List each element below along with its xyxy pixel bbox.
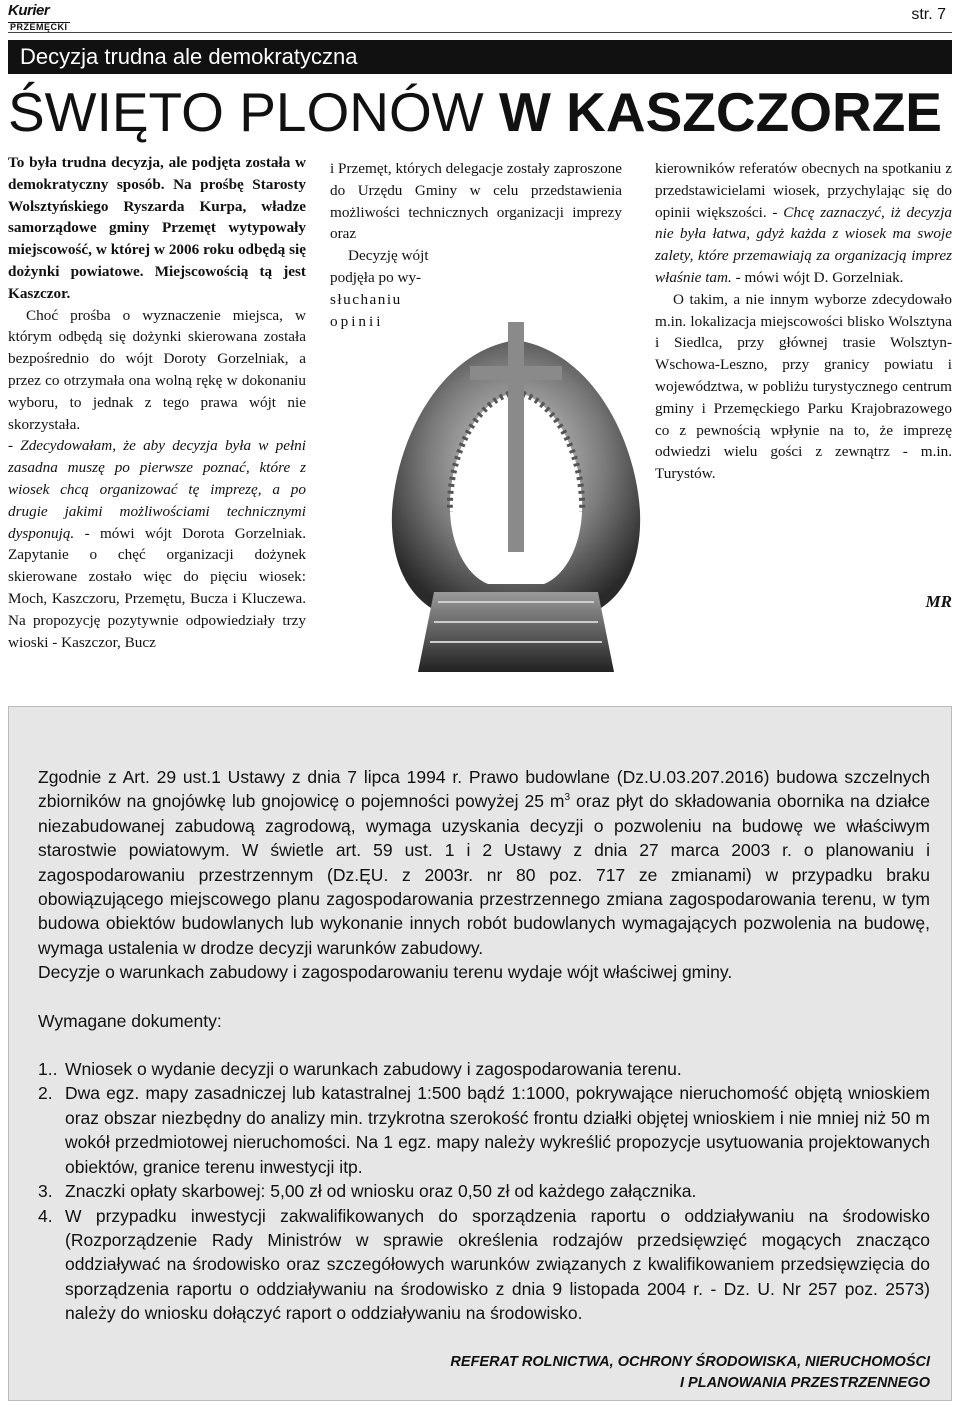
- item-number: 1..: [38, 1059, 58, 1080]
- page-number: str. 7: [911, 6, 946, 23]
- author-signature: MR: [925, 592, 952, 611]
- notice-text-part: Zgodnie z Art. 29 ust.1 Ustawy z dnia 7 lipca 1994 r. Prawo budowlane (Dz.U.03.207.2016) budowa szczelnych zbiorników na gnojówkę lub gnojowicę o pojemności powyżej 25 m: [38, 767, 930, 812]
- list-item: [38, 1179, 930, 1203]
- quote-text: - Chcę zaznaczyć, iż decyzja nie była łatwa, gdyż każda z wiosek ma swoje zalety, które przemawiają za organizacją imprez właśnie tam.: [655, 203, 953, 286]
- documents-heading: Wymagane dokumenty:: [38, 1010, 222, 1031]
- article-lead: To była trudna decyzja, ale podjęta została w demokratyczny sposób. Na prośbę Starosty Wolsztyńskiego Ryszarda Kurpa, władze samorządowe gminy Przemęt wytypowały miejscowość, w której w 2006 roku odbędą się dożynki powiatowe. Miejscowością tą jest Kaszczor.: [8, 154, 306, 302]
- article-paragraph: [655, 158, 952, 289]
- article-paragraph: O takim, a nie innym wyborze zdecydowało m.in. lokalizacja miejscowości blisko Wolsztyna i Siedlca, przy głównej trasie Wolsztyn-Wschowa-Leszno, przy granicy powiatu i województwa, w pobliżu turystycznego centrum gminy i Przemęckiego Parku Krajobrazowego co z pewnością wpłynie na to, że imprezę odwiedzi wielu gości z zewnątrz - m.in. Turystów.: [655, 290, 952, 483]
- item-number: 2.: [38, 1083, 53, 1104]
- list-item: [38, 1204, 930, 1326]
- notice-footer: [450, 1352, 930, 1394]
- logo-title: Kurier: [8, 2, 50, 19]
- notice-paragraph: Decyzje o warunkach zabudowy i zagospodarowaniu terenu wydaje wójt właściwej gminy.: [38, 962, 733, 983]
- item-number: 4.: [38, 1205, 53, 1226]
- article-paragraph: [8, 435, 306, 653]
- section-banner: Decyzja trudna ale demokratyczna: [8, 40, 952, 74]
- article-line: podjęła po wy-: [330, 268, 422, 286]
- article-paragraph: i Przemęt, których delegacje zostały zaproszone do Urzędu Gminy w celu przedstawienia możliwości technicznych organizacji imprezy oraz: [330, 160, 622, 243]
- superscript: 3: [564, 792, 571, 804]
- masthead-logo: [8, 2, 88, 32]
- notice-text: [38, 765, 930, 1326]
- item-text: Wniosek o wydanie decyzji o warunkach zabudowy i zagospodarowania terenu.: [65, 1059, 682, 1080]
- article-line: słuchaniu: [330, 290, 402, 308]
- paragraph-text: - mówi wójt D. Gorzelniak.: [731, 268, 904, 286]
- list-item: [38, 1081, 930, 1179]
- article-column-2: [330, 158, 622, 332]
- documents-list: [38, 1057, 930, 1325]
- item-text: Znaczki opłaty skarbowej: 5,00 zł od wniosku oraz 0,50 zł od każdego załącznika.: [65, 1181, 697, 1202]
- article-paragraph: [8, 305, 306, 436]
- paragraph-text: kierowników referatów obecnych na spotkaniu z przedstawicielami wiosek, przychylając się do opinii większości.: [655, 160, 952, 221]
- article-line: opinii: [330, 312, 384, 330]
- paragraph-text: - mówi wójt Dorota Gorzelniak. Zapytanie o chęć organizacji dożynek skierowane zostało więc do pięciu wiosek: Moch, Kaszczoru, Przemętu, Bucza i Kluczewa. Na propozycję pozytywnie odpowiedziały trzy wioski - Kaszczor, Bucz: [8, 524, 306, 651]
- article-column-1: [8, 152, 306, 653]
- notice-text-part: oraz płyt do składowania obornika na działce niezabudowanej zabudową zagrodową, wymaga uzyskania decyzji o pozwoleniu na budowę we właściwym starostwie powiatowym. W świetle art. 59 ust. 1 i 2 Ustawy z dnia 27 marca 2003 r. o planowaniu i zagospodarowaniu przestrzennym (Dz.ĘU. z 2003r. nr 80 poz. 717 ze zmianami) w przypadku braku obowiązującego miejscowego planu zagospodarowania przestrzennego zmiana zagospodarowania terenu, w tym budowa obiektów budowlanych lub wykonanie innych robót budowlanych wymagających pozwolenia na budowę, wymaga ustalenia w drodze decyzji warunków zabudowy.: [38, 791, 930, 958]
- article-headline: [8, 76, 952, 148]
- quote-text: - Zdecydowałam, że aby decyzja była w pełni zasadna muszę po pierwsze poznać, które z wiosek chcą organizować tę imprezę, a po drugie jakimi możliwościami technicznymi dysponują.: [8, 437, 306, 542]
- paragraph-text: Choć prośba o wyznaczenie miejsca, w którym odbędą się dożynki skierowana została bezpośrednio do wójt Doroty Gorzelniak, a przez co otrzymała ona wolną rękę w dokonaniu wyboru, to jednak z tego prawa wójt nie skorzystała.: [8, 306, 306, 433]
- article-paragraph: Decyzję wójt: [348, 247, 429, 265]
- article-column-3: [655, 158, 952, 485]
- footer-line: REFERAT ROLNICTWA, OCHRONY ŚRODOWISKA, NIERUCHOMOŚCI: [450, 1354, 930, 1370]
- item-number: 3.: [38, 1181, 53, 1202]
- footer-line: I PLANOWANIA PRZESTRZENNEGO: [680, 1375, 930, 1391]
- notice-paragraph: [38, 765, 930, 960]
- headline-part1: ŚWIĘTO PLONÓW: [8, 81, 499, 143]
- headline-part2: W KASZCZORZE: [498, 81, 942, 143]
- top-rule: [8, 32, 952, 33]
- harvest-wreath-image: [378, 322, 654, 674]
- list-item: [38, 1057, 930, 1081]
- logo-subtitle: PRZEMĘCKI: [10, 22, 68, 32]
- item-text: W przypadku inwestycji zakwalifikowanych do sporządzenia raportu o oddziaływaniu na środowisko (Rozporządzenie Rady Ministrów w sprawie określenia rodzajów przedsięwzięć mogących znacząco oddziaływać na środowisko oraz szczegółowych warunków związanych z kwalifikowaniem przedsięwzięcia do sporządzenia raportu o oddziaływaniu na środowisko z dnia 9 listopada 2004 r. - Dz. U. Nr 257 poz. 2573) należy do wniosku dołączyć raport o oddziaływaniu na środowisko.: [65, 1205, 930, 1324]
- item-text: Dwa egz. mapy zasadniczej lub katastralnej 1:500 bądź 1:1000, pokrywające nieruchomość objętą wnioskiem oraz obszar niezbędny do analizy min. trzykrotna szerokość frontu działki objętej wnioskiem i nie mniej niż 50 m wokół przedmiotowej nieruchomości. Na 1 egz. mapy należy wykreślić propozycje usytuowania projektowanych obiektów, granice terenu inwestycji itp.: [65, 1083, 930, 1177]
